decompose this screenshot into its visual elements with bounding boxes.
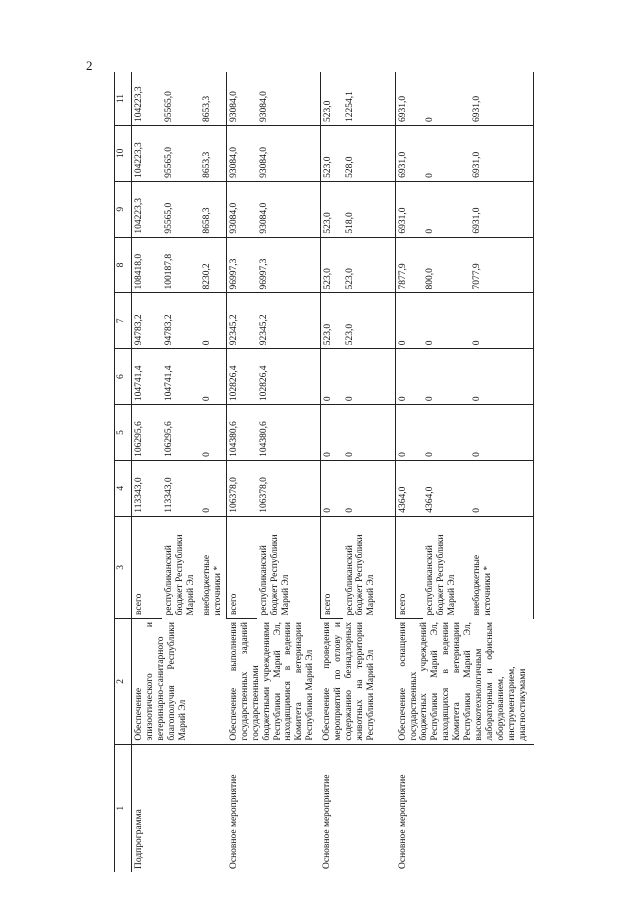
value-cell: 0 (423, 293, 470, 349)
funding-source-cell: республиканский бюджет Республики Марий Эл (164, 534, 197, 616)
value-cell: 104741,4 (162, 349, 200, 405)
funding-source-cell: всего (320, 516, 342, 618)
header-row (115, 72, 132, 872)
value-cell: 6931,0 (396, 181, 424, 237)
table-row (396, 72, 424, 872)
value-cell: 523,0 (343, 237, 396, 293)
header-cell: 2 (115, 619, 132, 745)
value-cell: 0 (396, 349, 424, 405)
value-cell: 0 (320, 460, 342, 516)
funding-source-cell: внебюджетные источники * (200, 516, 227, 618)
value-cell: 523,0 (320, 126, 342, 182)
funding-source-cell: республиканский бюджет Республики Марий Эл (343, 516, 396, 618)
rotated-table-container (114, 72, 534, 872)
header-cell: 9 (115, 181, 132, 237)
value-cell: 6931,0 (396, 72, 424, 126)
header-cell: 11 (115, 72, 132, 126)
value-cell: 0 (423, 126, 470, 182)
value-cell: 102826,4 (227, 349, 257, 405)
section-description-cell: Обеспечение выполнения государственных заданий государственными бюджетными учреждениями Республики Марий Эл, находящимися в ведении Комитета ветеринарии Республики Марий Эл (227, 619, 320, 745)
header-cell: 5 (115, 405, 132, 461)
value-cell: 528,0 (343, 126, 396, 182)
value-cell: 6931,0 (396, 126, 424, 182)
value-cell: 92345,2 (257, 293, 320, 349)
value-cell: 518,0 (343, 181, 396, 237)
header-cell: 3 (115, 516, 132, 618)
value-cell: 523,0 (320, 72, 342, 126)
value-cell: 113343,0 (162, 460, 200, 516)
value-cell: 12254,1 (343, 72, 396, 126)
section-type-cell: Подпрограмма (134, 809, 145, 869)
value-cell: 96997,3 (257, 237, 320, 293)
value-cell: 523,0 (320, 293, 342, 349)
header-cell: 6 (115, 349, 132, 405)
value-cell: 102826,4 (257, 349, 320, 405)
section-description-cell: Обеспечение эпизоотического и ветеринарно-санитарного благополучия Республики Марий Эл (132, 619, 227, 745)
header-cell: 8 (115, 237, 132, 293)
value-cell: 104223,3 (132, 181, 163, 237)
section-type-cell: Основное мероприятие (228, 774, 239, 869)
value-cell: 6931,0 (470, 181, 533, 237)
value-cell: 0 (200, 460, 227, 516)
header-cell: 4 (115, 460, 132, 516)
value-cell: 0 (200, 293, 227, 349)
section-type-cell: Основное мероприятие (322, 774, 333, 869)
value-cell: 8653,3 (200, 126, 227, 182)
value-cell: 0 (320, 349, 342, 405)
value-cell: 0 (423, 349, 470, 405)
funding-source-cell: всего (396, 516, 424, 618)
value-cell: 800,0 (423, 237, 470, 293)
value-cell: 8658,3 (200, 181, 227, 237)
value-cell: 523,0 (320, 237, 342, 293)
value-cell: 0 (423, 181, 470, 237)
value-cell: 0 (200, 349, 227, 405)
value-cell: 95565,0 (162, 126, 200, 182)
value-cell: 0 (423, 72, 470, 126)
table-row (227, 72, 257, 872)
funding-source-cell: всего (132, 516, 163, 618)
value-cell: 4364,0 (423, 460, 470, 516)
value-cell: 0 (200, 405, 227, 461)
value-cell: 4364,0 (396, 460, 424, 516)
value-cell: 104223,3 (132, 72, 163, 126)
funding-source-cell: всего (227, 516, 257, 618)
value-cell: 6931,0 (470, 72, 533, 126)
value-cell: 94783,2 (132, 293, 163, 349)
value-cell: 7877,9 (396, 237, 424, 293)
value-cell: 104380,6 (257, 405, 320, 461)
header-cell: 1 (115, 744, 132, 872)
value-cell: 93084,0 (257, 181, 320, 237)
table-row (320, 72, 342, 872)
value-cell: 0 (343, 460, 396, 516)
value-cell: 93084,0 (227, 126, 257, 182)
value-cell: 0 (423, 405, 470, 461)
value-cell: 93084,0 (257, 126, 320, 182)
value-cell: 523,0 (320, 181, 342, 237)
value-cell: 0 (470, 293, 533, 349)
funding-source-cell: республиканский бюджет Республики Марий Эл (425, 534, 458, 616)
value-cell: 0 (470, 349, 533, 405)
value-cell: 106295,6 (132, 405, 163, 461)
header-cell: 7 (115, 293, 132, 349)
table-row (132, 72, 163, 872)
value-cell: 0 (343, 405, 396, 461)
value-cell: 6931,0 (470, 126, 533, 182)
value-cell: 8653,3 (200, 72, 227, 126)
section-description-cell: Обеспечение проведения мероприятий по отлову и содержанию безнадзорных животных на территории Республики Марий Эл (320, 619, 396, 745)
value-cell: 104741,4 (132, 349, 163, 405)
value-cell: 0 (396, 405, 424, 461)
page-number: 2 (86, 58, 93, 73)
value-cell: 0 (396, 293, 424, 349)
value-cell: 93084,0 (227, 72, 257, 126)
value-cell: 7077,9 (470, 237, 533, 293)
value-cell: 0 (320, 405, 342, 461)
section-type-cell: Основное мероприятие (397, 774, 408, 869)
budget-table (114, 72, 534, 872)
funding-source-cell: республиканский бюджет Республики Марий Эл (257, 516, 320, 618)
value-cell: 0 (470, 405, 533, 461)
section-description-cell: Обеспечение оснащения государственных бюджетных учреждений Республики Марий Эл, находящихся в ведении Комитета ветеринарии Республики Марий Эл, высокотехнологичным лабораторным и офисным оборудованием, инструментарием, диагностикумами (396, 619, 534, 745)
value-cell: 523,0 (343, 293, 396, 349)
value-cell: 113343,0 (132, 460, 163, 516)
value-cell: 94783,2 (162, 293, 200, 349)
value-cell: 106378,0 (227, 460, 257, 516)
value-cell: 95565,0 (162, 181, 200, 237)
value-cell: 104223,3 (132, 126, 163, 182)
header-cell: 10 (115, 126, 132, 182)
value-cell: 106378,0 (257, 460, 320, 516)
value-cell: 104380,6 (227, 405, 257, 461)
value-cell: 0 (343, 349, 396, 405)
value-cell: 108418,0 (132, 237, 163, 293)
value-cell: 92345,2 (227, 293, 257, 349)
value-cell: 93084,0 (227, 181, 257, 237)
value-cell: 106295,6 (162, 405, 200, 461)
value-cell: 96997,3 (227, 237, 257, 293)
value-cell: 0 (470, 460, 533, 516)
value-cell: 93084,0 (257, 72, 320, 126)
funding-source-cell: внебюджетные источники * (470, 516, 533, 618)
value-cell: 95565,0 (162, 72, 200, 126)
value-cell: 8230,2 (200, 237, 227, 293)
value-cell: 100187,8 (162, 237, 200, 293)
